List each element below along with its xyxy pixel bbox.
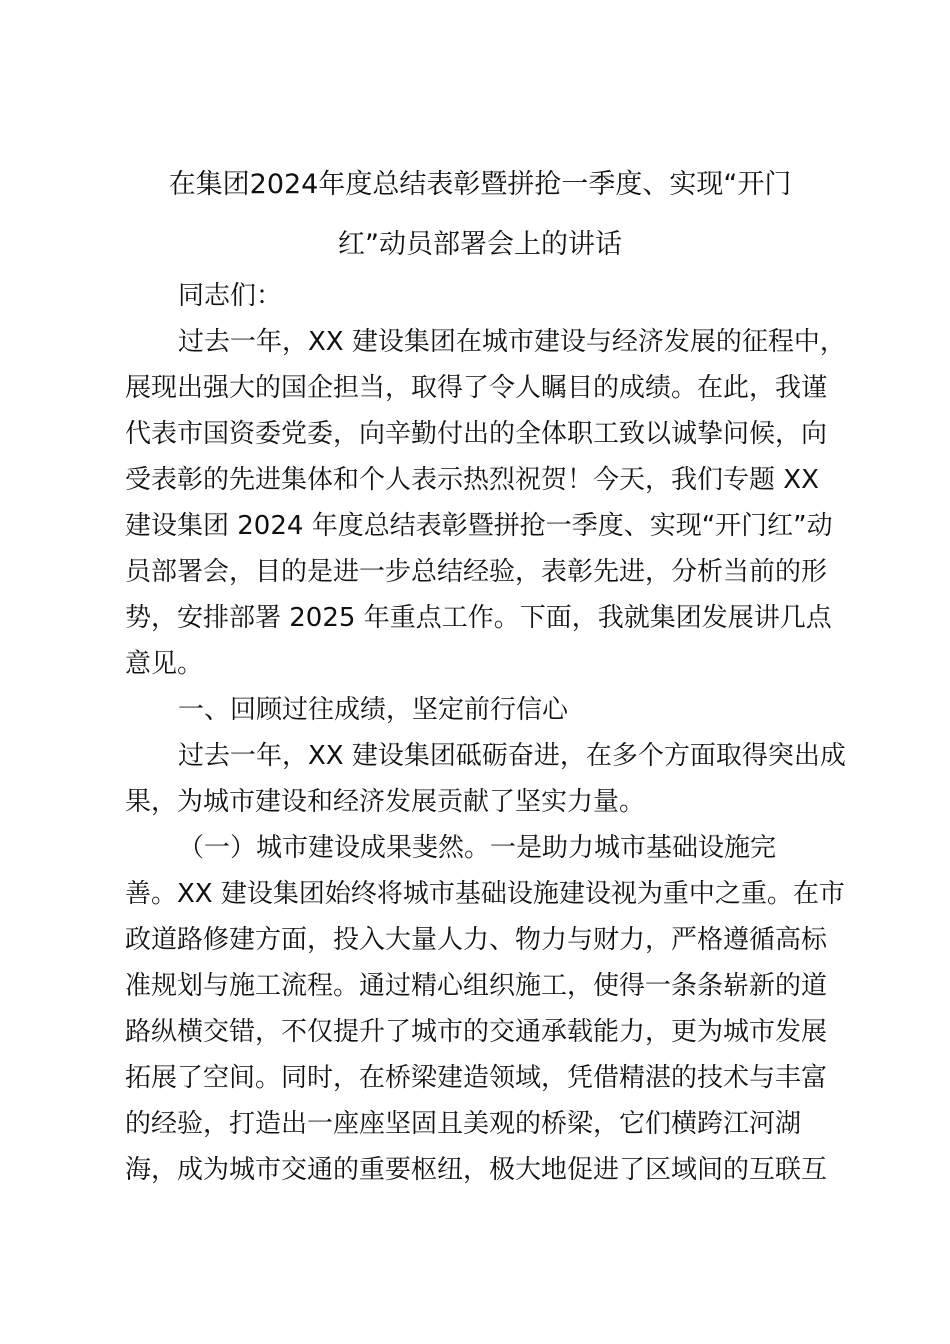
paragraph-line: 意见。 xyxy=(125,649,204,679)
paragraph-line: 果，为城市建设和经济发展贡献了坚实力量。 xyxy=(125,787,646,817)
document-title xyxy=(120,155,840,275)
paragraph-line: 政道路修建方面，投入大量人力、物力与财力，严格遵循高标 xyxy=(125,925,828,955)
paragraph-line: 员部署会，目的是进一步总结经验，表彰先进，分析当前的形 xyxy=(125,557,828,587)
paragraph-line: 善。XX 建设集团始终将城市基础设施建设视为重中之重。在市 xyxy=(125,879,845,909)
paragraph-line: 势，安排部署 2025 年重点工作。下面，我就集团发展讲几点 xyxy=(125,603,832,633)
paragraph-line: 的经验，打造出一座座坚固且美观的桥梁，它们横跨江河湖 xyxy=(125,1109,802,1139)
paragraph-line: 过去一年，XX 建设集团在城市建设与经济发展的征程中， xyxy=(178,327,846,357)
paragraph-line: 拓展了空间。同时，在桥梁建造领域，凭借精湛的技术与丰富 xyxy=(125,1063,828,1093)
paragraph-line: 建设集团 2024 年度总结表彰暨拼抢一季度、实现“开门红”动 xyxy=(125,511,833,541)
section-heading: 一、回顾过往成绩，坚定前行信心 xyxy=(178,695,569,725)
paragraph-line: 海，成为城市交通的重要枢纽，极大地促进了区域间的互联互 xyxy=(125,1155,828,1185)
salutation: 同志们： xyxy=(178,281,283,311)
paragraph-line: 代表市国资委党委，向辛勤付出的全体职工致以诚挚问候，向 xyxy=(125,419,828,449)
title-line-2: 红”动员部署会上的讲话 xyxy=(338,229,622,260)
paragraph-line: 路纵横交错，不仅提升了城市的交通承载能力，更为城市发展 xyxy=(125,1017,828,1047)
subsection-line: （一）城市建设成果斐然。一是助力城市基础设施完 xyxy=(178,833,777,863)
paragraph-line: 过去一年，XX 建设集团砥砺奋进，在多个方面取得突出成 xyxy=(178,741,846,771)
paragraph-line: 受表彰的先进集体和个人表示热烈祝贺！今天，我们专题 XX xyxy=(125,465,819,495)
paragraph-line: 准规划与施工流程。通过精心组织施工，使得一条条崭新的道 xyxy=(125,971,828,1001)
document-body xyxy=(125,273,845,1193)
title-line-1: 在集团2024年度总结表彰暨拼抢一季度、实现“开门 xyxy=(168,169,792,200)
paragraph-line: 展现出强大的国企担当，取得了令人瞩目的成绩。在此，我谨 xyxy=(125,373,828,403)
